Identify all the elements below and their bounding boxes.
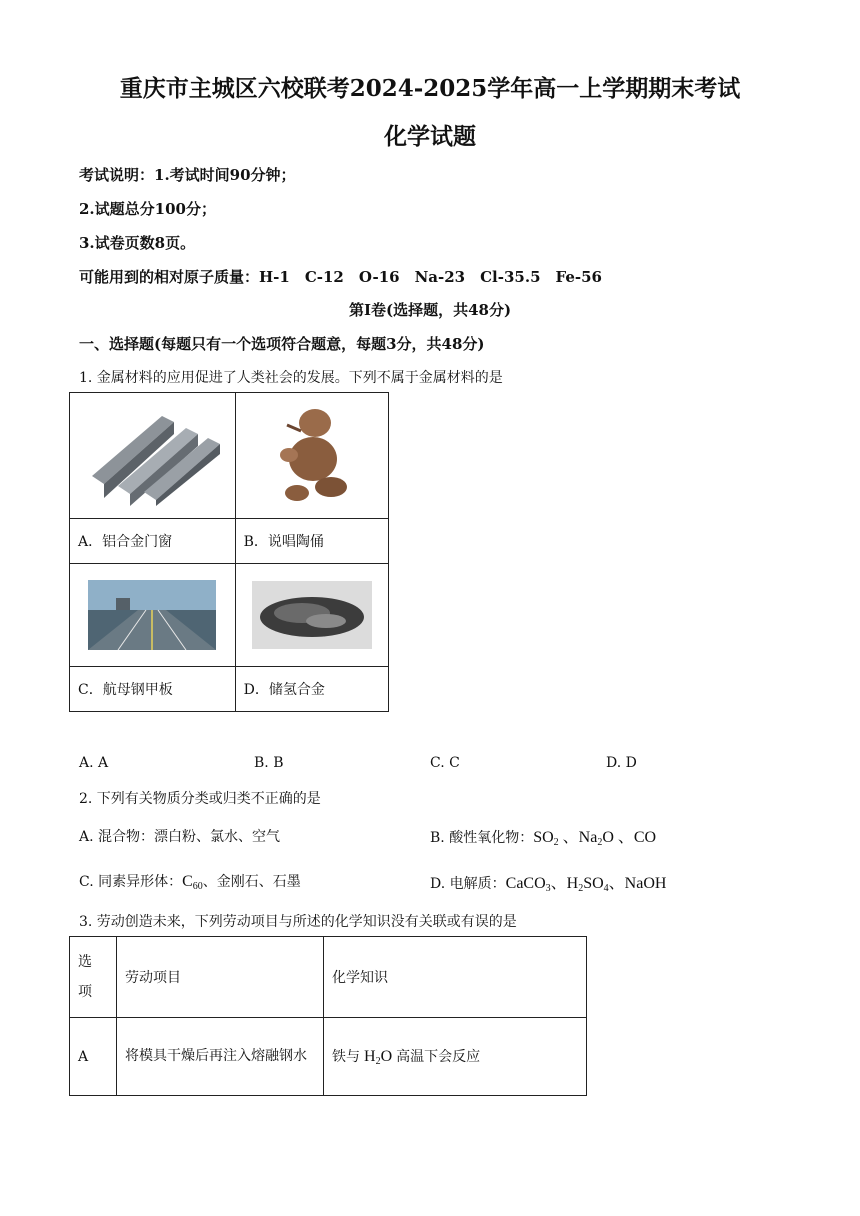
- q1-label-b: B．说唱陶俑: [235, 519, 388, 564]
- q2-option-b-prefix: B. 酸性氧化物：: [430, 830, 534, 846]
- q1-label-d: D．储氢合金: [235, 667, 388, 712]
- q3-row-a-knowledge-prefix: 铁与: [332, 1049, 360, 1065]
- q2-option-b[interactable]: [430, 824, 656, 848]
- instruction-line-3: 3.试卷页数8页。: [79, 234, 196, 252]
- q1-option-d[interactable]: D. D: [606, 755, 637, 771]
- q2-option-d[interactable]: [430, 870, 666, 894]
- q1-stem: 1. 金属材料的应用促进了人类社会的发展。下列不属于金属材料的是: [79, 370, 503, 386]
- q3-row-a-label: A: [70, 1018, 117, 1096]
- atomic-masses: 可能用到的相对原子质量：H-1 C-12 O-16 Na-23 Cl-35.5 Fe-56: [79, 268, 602, 286]
- q1-image-table: [69, 392, 389, 712]
- q1-label-a: A．铝合金门窗: [70, 519, 236, 564]
- hydrogen-alloy-image: [252, 581, 372, 649]
- clay-figurine-image: [267, 403, 357, 508]
- q3-row-a-knowledge: [324, 1018, 587, 1096]
- carrier-deck-image: [88, 580, 216, 650]
- q1-image-cell-d: [235, 564, 388, 667]
- q3-header-option-text: 选项: [78, 954, 92, 1000]
- q2-option-c-suffix: 、金刚石、石墨: [202, 874, 301, 890]
- q3-table: [69, 936, 587, 1096]
- q2-option-c-prefix: C. 同素异形体：: [79, 874, 183, 890]
- q3-row-a-formula: $H_2O$: [360, 1048, 397, 1067]
- q2-option-d-formulas: CaCO$_3$、$H_2SO_4$、NaOH: [505, 875, 667, 894]
- q2-option-a[interactable]: A. 混合物：漂白粉、氯水、空气: [79, 829, 281, 845]
- q1-image-cell-b: [235, 393, 388, 519]
- q2-option-d-prefix: D. 电解质：: [430, 876, 506, 892]
- q3-header-knowledge: 化学知识: [324, 937, 587, 1018]
- q1-option-b[interactable]: B. B: [254, 755, 284, 771]
- q1-image-cell-c: [70, 564, 236, 667]
- aluminum-profile-image: [82, 406, 222, 506]
- instruction-line-1: 考试说明：1.考试时间90分钟；: [79, 166, 296, 184]
- q3-header-task: 劳动项目: [117, 937, 324, 1018]
- part-title: 一、选择题(每题只有一个选项符合题意，每题3分，共48分): [79, 335, 485, 353]
- q3-stem: 3. 劳动创造未来，下列劳动项目与所述的化学知识没有关联或有误的是: [79, 914, 517, 930]
- instruction-line-2: 2.试题总分100分；: [79, 200, 216, 218]
- q1-label-c: C．航母钢甲板: [70, 667, 236, 712]
- q1-option-c[interactable]: C. C: [430, 755, 460, 771]
- q1-option-a[interactable]: A. A: [79, 755, 109, 771]
- q2-option-c[interactable]: [79, 871, 301, 892]
- q2-stem: 2. 下列有关物质分类或归类不正确的是: [79, 791, 321, 807]
- q3-header-option: [70, 937, 117, 1018]
- q3-row-a-task: 将模具干燥后再注入熔融钢水: [117, 1018, 324, 1096]
- volume-title: 第Ⅰ卷(选择题，共48分): [348, 301, 512, 319]
- q1-image-cell-a: [70, 393, 236, 519]
- exam-title: 重庆市主城区六校联考2024-2025学年高一上学期期末考试: [119, 75, 741, 102]
- exam-subtitle: 化学试题: [384, 123, 476, 150]
- q2-option-b-formulas: $SO_2$ 、$Na_2O$ 、CO: [533, 829, 657, 848]
- q3-row-a-knowledge-suffix: 高温下会反应: [396, 1049, 481, 1065]
- q2-option-c-formula: $C_{60}$: [182, 873, 203, 892]
